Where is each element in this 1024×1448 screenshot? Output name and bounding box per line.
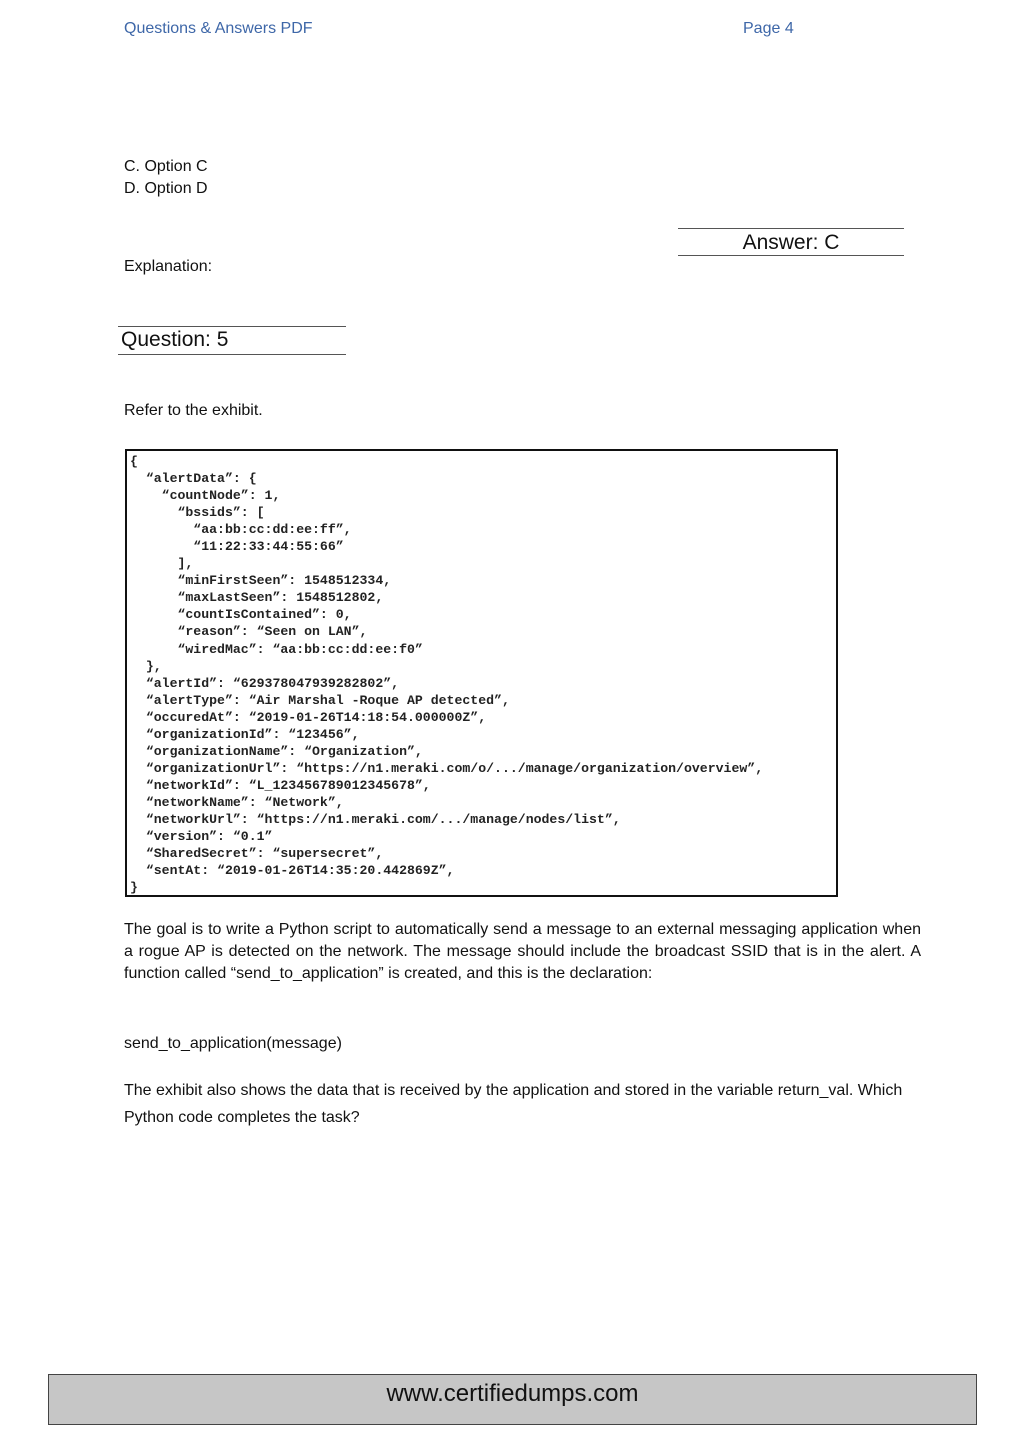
header-title: Questions & Answers PDF [124,20,313,37]
footer-banner [48,1374,977,1425]
footer-url[interactable]: www.certifiedumps.com [386,1380,639,1407]
exhibit-json-code: { “alertData”: { “countNode”: 1, “bssids”: [ “aa:bb:cc:dd:ee:ff”, “11:22:33:44:55:66” ], “minFirstSeen”: 1548512334, “maxLastSeen”: 1548512802, “countIsContained”: 0, “reason”: “Seen on LAN”, “wiredMac”: “aa:bb:cc:dd:ee:f0” }, “alertId”: “629378047939282802”, “alertType”: “Air Marshal -Roque AP detected”, “occuredAt”: “2019-01-26T14:18:54.000000Z”, “organizationId”: “123456”, “organizationName”: “Organization”, “organizationUrl”: “https://n1.meraki.com/o/.../manage/organization/overview”, “networkId”: “L_123456789012345678”, “networkName”: “Network”, “networkUrl”: “https://n1.meraki.com/.../manage/nodes/list”, “version”: “0.1” “SharedSecret”: “supersecret”, “sentAt: “2019-01-26T14:35:20.442869Z”, } [130,454,764,896]
question-paragraph-2: The exhibit also shows the data that is received by the application and stored in the variable return_val. Which Python code completes the task? [124,1082,903,1126]
question-number: Question: 5 [121,328,229,351]
answer-label: Answer: C [742,231,840,254]
option-c: C. Option C [124,158,208,175]
function-declaration: send_to_application(message) [124,1035,342,1052]
question-paragraph-1: The goal is to write a Python script to automatically send a message to an external messaging application when a rogue AP is detected on the network. The message should include the broadcast SSID that is in the alert. A function called “send_to_application” is created, and this is the declaration: [124,921,921,982]
explanation-label: Explanation: [124,258,213,275]
question-heading-box [118,326,346,355]
option-d: D. Option D [124,180,208,197]
page-number: Page 4 [743,20,794,37]
exhibit-image [125,449,838,897]
answer-box [678,228,904,256]
question-intro: Refer to the exhibit. [124,402,263,419]
